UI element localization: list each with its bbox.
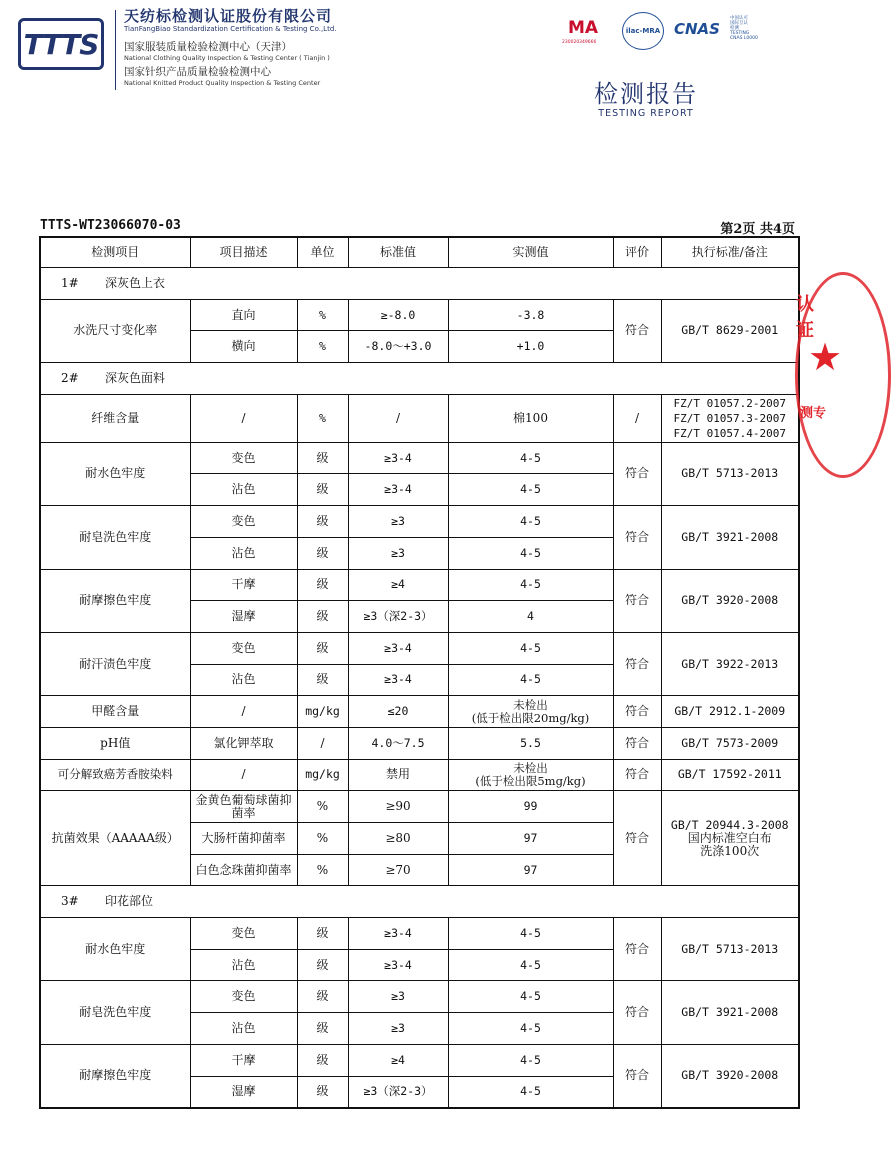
evaluation: 符合 [613, 1044, 661, 1107]
measured-value: 棉100 [448, 394, 613, 442]
ilac-mra-mark: ilac-MRA [622, 12, 664, 50]
report-title-en: TESTING REPORT [598, 108, 694, 119]
report-title [594, 74, 698, 119]
section-number: 2# [61, 370, 79, 385]
standard-line: FZ/T 01057.3-2007 [673, 411, 787, 425]
standard-value: ≤20 [348, 696, 448, 728]
item-name: 耐皂洗色牢度 [40, 981, 190, 1044]
measured-value: 4-5 [448, 537, 613, 569]
item-desc: 沾色 [190, 1013, 297, 1045]
standard-line: FZ/T 01057.2-2007 [673, 396, 787, 410]
section-number: 3# [61, 894, 79, 909]
report-number: TTTS-WT23066070-03 [40, 218, 181, 233]
cma-mark: MA 230020349666 [562, 18, 599, 45]
ttts-logo: TTTS [18, 18, 104, 70]
table-row [40, 791, 799, 823]
evaluation: 符合 [613, 918, 661, 981]
item-desc: / [190, 394, 297, 442]
standard-value: ≥3-4 [348, 918, 448, 950]
item-name: pH值 [40, 727, 190, 759]
unit: mg/kg [297, 759, 348, 791]
evaluation: 符合 [613, 442, 661, 505]
item-name: 耐水色牢度 [40, 442, 190, 505]
certification-marks [562, 12, 772, 52]
standard-line: FZ/T 01057.4-2007 [673, 426, 787, 440]
measured-value [448, 759, 613, 791]
measured-value: -3.8 [448, 299, 613, 331]
item-desc: 直向 [190, 299, 297, 331]
measured-value: 4-5 [448, 981, 613, 1013]
section-number: 1# [61, 275, 79, 290]
evaluation: 符合 [613, 791, 661, 886]
test-standard: GB/T 7573-2009 [661, 727, 799, 759]
measured-value [448, 696, 613, 728]
measured-value: 4-5 [448, 949, 613, 981]
evaluation: 符合 [613, 569, 661, 632]
item-desc: 变色 [190, 632, 297, 664]
standard-value: ≥3 [348, 981, 448, 1013]
report-title-cn: 检测报告 [594, 80, 698, 108]
test-standard: GB/T 17592-2011 [661, 759, 799, 791]
col-header: 执行标准/备注 [661, 237, 799, 268]
item-desc: 大肠杆菌抑菌率 [190, 823, 297, 855]
standard-value: ≥70 [348, 854, 448, 886]
standard-line: 国内标准空白布 [687, 830, 772, 845]
evaluation: 符合 [613, 299, 661, 362]
test-standard: GB/T 2912.1-2009 [661, 696, 799, 728]
section-name: 印花部位 [105, 894, 154, 909]
unit: % [297, 331, 348, 363]
unit: 级 [297, 601, 348, 633]
unit: 级 [297, 537, 348, 569]
organization-block [124, 5, 337, 88]
item-desc: 沾色 [190, 949, 297, 981]
item-desc: 沾色 [190, 474, 297, 506]
unit: 级 [297, 569, 348, 601]
item-desc: 湿摩 [190, 601, 297, 633]
table-row [40, 442, 799, 474]
measured-value: 97 [448, 854, 613, 886]
item-desc: 金黄色葡萄球菌抑菌率 [190, 791, 297, 823]
standard-value: ≥3 [348, 506, 448, 538]
item-desc: 变色 [190, 981, 297, 1013]
item-desc: 变色 [190, 918, 297, 950]
evaluation: 符合 [613, 759, 661, 791]
evaluation: 符合 [613, 981, 661, 1044]
table-row [40, 696, 799, 728]
standard-value: ≥3 [348, 537, 448, 569]
standard-value: ≥3 [348, 1013, 448, 1045]
unit: % [297, 299, 348, 331]
col-header: 项目描述 [190, 237, 297, 268]
standard-value: ≥80 [348, 823, 448, 855]
item-desc: / [190, 696, 297, 728]
standard-value: ≥3-4 [348, 632, 448, 664]
item-desc: / [190, 759, 297, 791]
unit: % [297, 791, 348, 823]
center2-name-cn: 国家针织产品质量检验检测中心 [124, 66, 271, 78]
test-standard: GB/T 3920-2008 [661, 569, 799, 632]
standard-value: ≥3-4 [348, 442, 448, 474]
standard-value: / [348, 394, 448, 442]
item-name: 纤维含量 [40, 394, 190, 442]
page-info: 第2页 共4页 [720, 222, 795, 237]
measured-value: 97 [448, 823, 613, 855]
stamp-text-top: 认证 [796, 294, 814, 341]
item-name: 可分解致癌芳香胺染料 [40, 759, 190, 791]
stamp-star-icon: ★ [808, 335, 843, 379]
cnas-mark: CNAS [674, 20, 720, 38]
measured-value: 4-5 [448, 442, 613, 474]
section-name: 深灰色上衣 [105, 275, 166, 290]
center2-name-en: National Knitted Product Quality Inspection & Testing Center [124, 79, 321, 87]
item-name: 耐摩擦色牢度 [40, 569, 190, 632]
standard-value: ≥4 [348, 569, 448, 601]
table-row [40, 759, 799, 791]
measured-note: (低于检出限20mg/kg) [471, 710, 590, 725]
item-desc: 干摩 [190, 1044, 297, 1076]
standard-value: ≥3（深2-3） [348, 601, 448, 633]
unit: mg/kg [297, 696, 348, 728]
table-row [40, 1044, 799, 1076]
table-row [40, 727, 799, 759]
unit: 级 [297, 664, 348, 696]
item-desc: 变色 [190, 442, 297, 474]
measured-value: 4-5 [448, 1044, 613, 1076]
test-standard: GB/T 3921-2008 [661, 981, 799, 1044]
section-name: 深灰色面料 [105, 370, 166, 385]
item-name: 耐汗渍色牢度 [40, 632, 190, 695]
unit: % [297, 823, 348, 855]
unit: 级 [297, 1044, 348, 1076]
cnas-subtext: 中国认可 国际互认 检测 TESTING CNAS L0000 [730, 16, 758, 41]
evaluation: 符合 [613, 727, 661, 759]
standard-value: ≥4 [348, 1044, 448, 1076]
item-desc: 干摩 [190, 569, 297, 601]
measured-value: 4-5 [448, 569, 613, 601]
unit: 级 [297, 981, 348, 1013]
table-row [40, 918, 799, 950]
measured-value: 4-5 [448, 474, 613, 506]
measured-note: (低于检出限5mg/kg) [475, 773, 586, 788]
results-table [39, 236, 800, 1109]
item-name: 甲醛含量 [40, 696, 190, 728]
evaluation: / [613, 394, 661, 442]
item-desc: 湿摩 [190, 1076, 297, 1108]
item-name: 耐水色牢度 [40, 918, 190, 981]
standard-value: 禁用 [348, 759, 448, 791]
measured-value: 5.5 [448, 727, 613, 759]
table-row [40, 299, 799, 331]
org-name-en: TianFangBiao Standardization Certification & Testing Co.,Ltd. [124, 25, 337, 33]
col-header: 实测值 [448, 237, 613, 268]
table-row [40, 981, 799, 1013]
unit: 级 [297, 1076, 348, 1108]
unit: 级 [297, 632, 348, 664]
table-row [40, 506, 799, 538]
table-row [40, 569, 799, 601]
unit: 级 [297, 442, 348, 474]
standard-value: ≥3-4 [348, 949, 448, 981]
standard-value: ≥3-4 [348, 474, 448, 506]
test-standard [661, 791, 799, 886]
standard-value: ≥90 [348, 791, 448, 823]
evaluation: 符合 [613, 632, 661, 695]
table-row [40, 394, 799, 442]
evaluation: 符合 [613, 506, 661, 569]
measured-main: 未检出 [513, 697, 548, 712]
measured-value: 4-5 [448, 506, 613, 538]
stamp-text-bottom: 测专 [800, 406, 827, 421]
unit: 级 [297, 474, 348, 506]
test-standard: GB/T 3922-2013 [661, 632, 799, 695]
table-header-row [40, 237, 799, 268]
center1-name-en: National Clothing Quality Inspection & Testing Center ( Tianjin ) [124, 54, 330, 62]
col-header: 单位 [297, 237, 348, 268]
measured-value: +1.0 [448, 331, 613, 363]
test-standard [661, 394, 799, 442]
unit: 级 [297, 1013, 348, 1045]
table-row [40, 632, 799, 664]
item-desc: 氯化钾萃取 [190, 727, 297, 759]
item-name: 水洗尺寸变化率 [40, 299, 190, 362]
standard-value: 4.0～7.5 [348, 727, 448, 759]
item-name: 耐摩擦色牢度 [40, 1044, 190, 1107]
standard-value: ≥3-4 [348, 664, 448, 696]
item-desc: 沾色 [190, 537, 297, 569]
item-desc: 沾色 [190, 664, 297, 696]
measured-value: 4-5 [448, 632, 613, 664]
item-desc: 白色念珠菌抑菌率 [190, 854, 297, 886]
section-row [40, 363, 799, 395]
section-row [40, 886, 799, 918]
test-standard: GB/T 3920-2008 [661, 1044, 799, 1107]
measured-value: 99 [448, 791, 613, 823]
measured-value: 4-5 [448, 1076, 613, 1108]
header-divider [115, 10, 116, 90]
standard-value: ≥3（深2-3） [348, 1076, 448, 1108]
item-name: 耐皂洗色牢度 [40, 506, 190, 569]
unit: 级 [297, 949, 348, 981]
measured-main: 未检出 [513, 760, 548, 775]
center1-name-cn: 国家服装质量检验检测中心（天津） [124, 41, 292, 53]
test-standard: GB/T 8629-2001 [661, 299, 799, 362]
item-name: 抗菌效果（AAAAA级） [40, 791, 190, 886]
test-standard: GB/T 3921-2008 [661, 506, 799, 569]
unit: % [297, 394, 348, 442]
standard-line: GB/T 20944.3-2008 [670, 817, 789, 832]
item-desc: 横向 [190, 331, 297, 363]
item-desc: 变色 [190, 506, 297, 538]
measured-value: 4-5 [448, 918, 613, 950]
test-standard: GB/T 5713-2013 [661, 918, 799, 981]
unit: / [297, 727, 348, 759]
standard-value: -8.0～+3.0 [348, 331, 448, 363]
unit: % [297, 854, 348, 886]
standard-value: ≥-8.0 [348, 299, 448, 331]
unit: 级 [297, 506, 348, 538]
evaluation: 符合 [613, 696, 661, 728]
test-standard: GB/T 5713-2013 [661, 442, 799, 505]
col-header: 评价 [613, 237, 661, 268]
measured-value: 4-5 [448, 1013, 613, 1045]
measured-value: 4 [448, 601, 613, 633]
org-name-cn: 天纺标检测认证股份有限公司 [124, 7, 333, 25]
col-header: 检测项目 [40, 237, 190, 268]
section-row [40, 268, 799, 300]
unit: 级 [297, 918, 348, 950]
standard-line: 洗涤100次 [700, 843, 760, 858]
col-header: 标准值 [348, 237, 448, 268]
measured-value: 4-5 [448, 664, 613, 696]
